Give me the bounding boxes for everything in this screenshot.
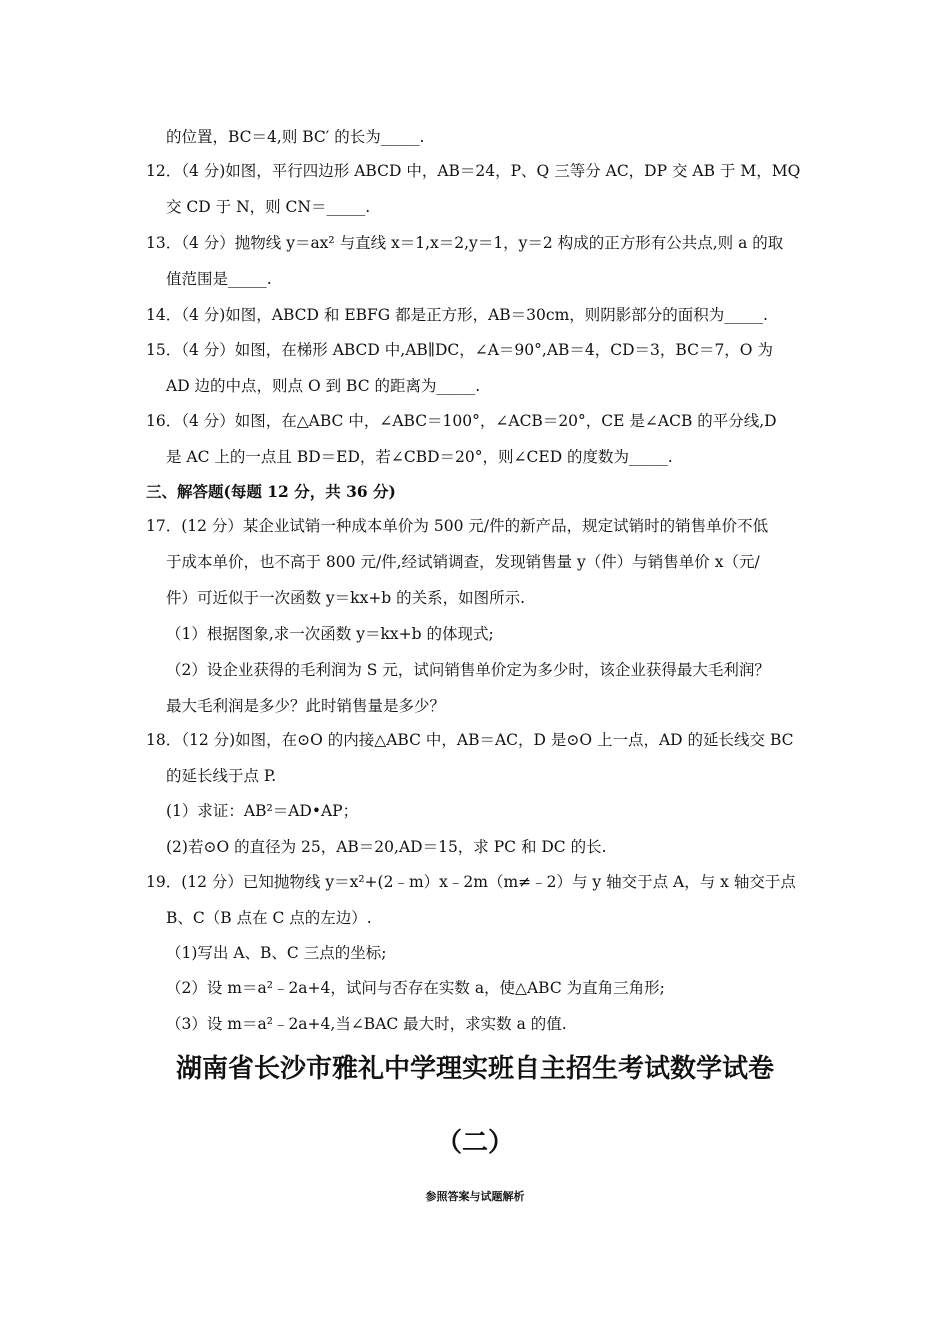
text-line: 三、解答题(每题 12 分，共 36 分)	[146, 482, 396, 501]
text-line: （1）根据图象,求一次函数 y＝kx+b 的体现式;	[166, 625, 494, 643]
text-line: 15．（4 分）如图，在梯形 ABCD 中,AB∥DC，∠A＝90°,AB＝4，CD＝3，BC＝7，O 为	[146, 341, 773, 359]
text-line: 的延长线于点 P.	[166, 767, 277, 785]
text-line: 16．（4 分）如图，在△ABC 中，∠ABC＝100°，∠ACB＝20°，CE 是∠ACB 的平分线,D	[146, 412, 777, 430]
text-line: 件）可近似于一次函数 y＝kx+b 的关系，如图所示.	[166, 589, 526, 607]
text-line: 19．(12 分）已知抛物线 y＝x²+(2﹣m）x﹣2m（m≠﹣2）与 y 轴交于点 A，与 x 轴交于点	[146, 873, 796, 891]
text-line: （2）设 m＝a²﹣2a+4，试问与否存在实数 a，使△ABC 为直角三角形;	[166, 979, 665, 997]
text-line: 14．（4 分)如图，ABCD 和 EBFG 都是正方形，AB＝30cm，则阴影部分的面积为_____.	[146, 306, 768, 324]
text-line: 13．（4 分）抛物线 y＝ax² 与直线 x＝1,x＝2,y＝1，y＝2 构成的正方形有公共点,则 a 的取	[146, 234, 784, 252]
text-line: (1）求证：AB²＝AD•AP；	[166, 802, 359, 820]
text-line: 12．（4 分)如图，平行四边形 ABCD 中，AB＝24，P、Q 三等分 AC，DP 交 AB 于 M，MQ	[146, 162, 801, 180]
text-line: 是 AC 上的一点且 BD＝ED，若∠CBD＝20°，则∠CED 的度数为_____.	[166, 448, 673, 466]
exam-title: 湖南省长沙市雅礼中学理实班自主招生考试数学试卷	[175, 1054, 774, 1084]
text-line: 的位置，BC＝4,则 BC′ 的长为_____.	[166, 128, 425, 146]
text-line: （3）设 m＝a²﹣2a+4,当∠BAC 最大时，求实数 a 的值.	[166, 1015, 567, 1033]
text-line: （1)写出 A、B、C 三点的坐标;	[166, 944, 387, 962]
text-line: 17．(12 分）某企业试销一种成本单价为 500 元/件的新产品，规定试销时的销售单价不低	[146, 517, 769, 535]
answer-heading: 参照答案与试题解析	[425, 1190, 525, 1203]
text-line: AD 边的中点，则点 O 到 BC 的距离为_____.	[166, 377, 481, 395]
exam-subtitle: （二）	[435, 1128, 514, 1158]
text-line: 18．（12 分)如图，在⊙O 的内接△ABC 中，AB＝AC，D 是⊙O 上一点，AD 的延长线交 BC	[146, 731, 794, 749]
text-line: 于成本单价，也不高于 800 元/件,经试销调查，发现销售量 y（件）与销售单价 x（元/	[166, 553, 760, 571]
text-line: （2）设企业获得的毛利润为 S 元，试问销售单价定为多少时，该企业获得最大毛利润？	[166, 661, 770, 679]
text-line: B、C（B 点在 C 点的左边）.	[166, 909, 372, 927]
text-line: 最大毛利润是多少？此时销售量是多少？	[166, 697, 446, 715]
text-line: 交 CD 于 N，则 CN＝_____.	[166, 198, 371, 216]
text-line: (2)若⊙O 的直径为 25，AB＝20,AD＝15，求 PC 和 DC 的长.	[166, 838, 607, 856]
text-line: 值范围是_____.	[166, 270, 272, 288]
